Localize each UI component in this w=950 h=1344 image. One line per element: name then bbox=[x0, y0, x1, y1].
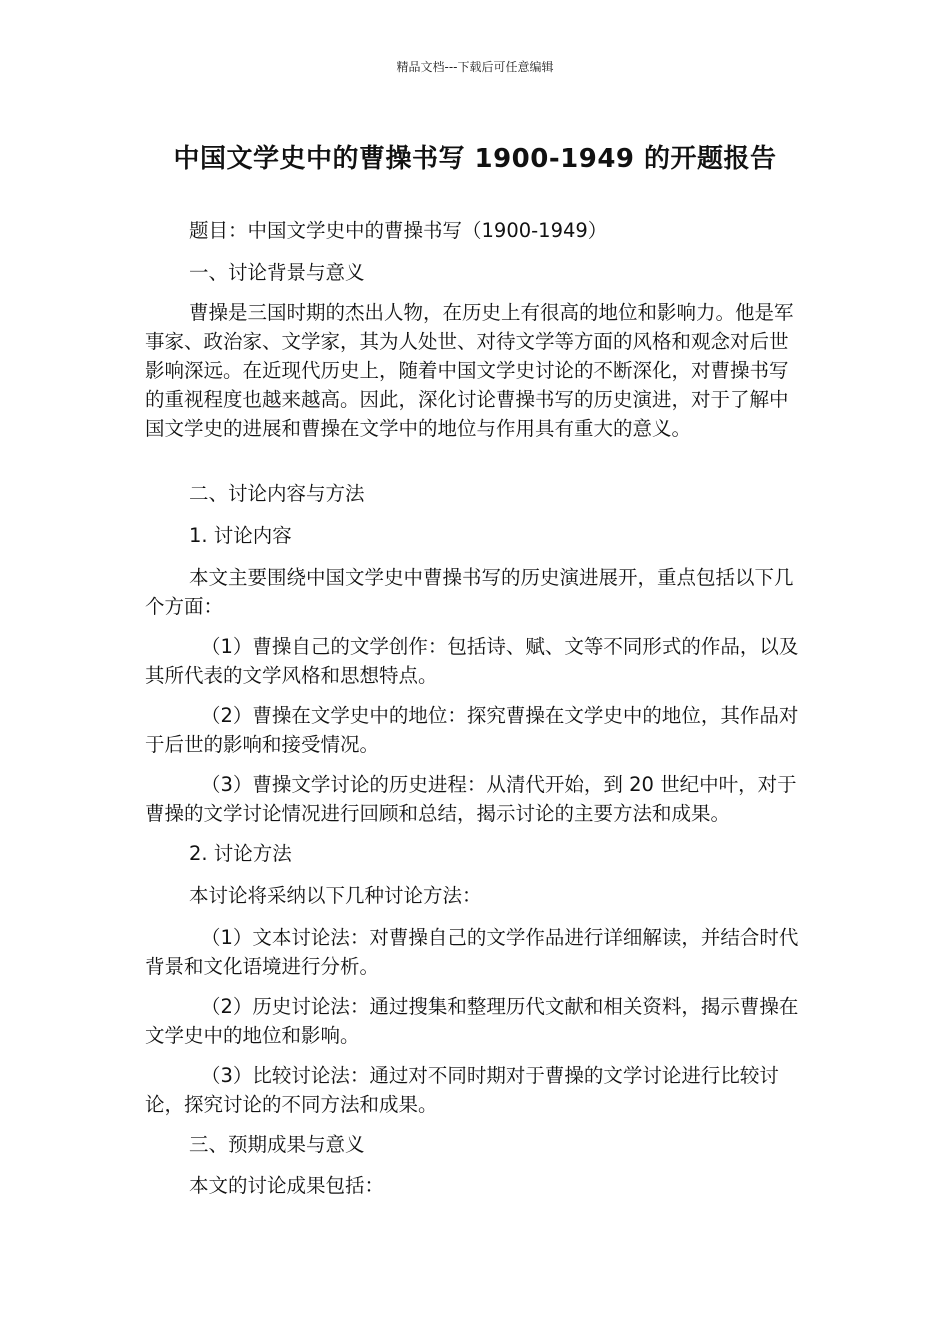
method-item-3: （3）比较讨论法：通过对不同时期对于曹操的文学讨论进行比较讨论，探究讨论的不同方法和成果。 bbox=[145, 1064, 779, 1116]
header-note: 精品文档---下载后可任意编辑 bbox=[396, 60, 554, 74]
section2-heading: 二、讨论内容与方法 bbox=[189, 482, 365, 505]
content-item-1: （1）曹操自己的文学创作：包括诗、赋、文等不同形式的作品，以及其所代表的文学风格和思想特点。 bbox=[145, 635, 799, 687]
section1-paragraph: 曹操是三国时期的杰出人物，在历史上有很高的地位和影响力。他是军事家、政治家、文学家，其为人处世、对待文学等方面的风格和观念对后世影响深远。在近现代历史上，随着中国文学史讨论的不断深化，对曹操书写的重视程度也越来越高。因此，深化讨论曹操书写的历史演进，对于了解中国文学史的进展和曹操在文学中的地位与作用具有重大的意义。 bbox=[145, 301, 794, 440]
topic-line: 题目：中国文学史中的曹操书写（1900-1949） bbox=[189, 219, 608, 242]
content-item-2: （2）曹操在文学史中的地位：探究曹操在文学史中的地位，其作品对于后世的影响和接受情况。 bbox=[145, 704, 799, 756]
section3-heading: 三、预期成果与意义 bbox=[189, 1133, 365, 1156]
results-intro: 本文的讨论成果包括： bbox=[189, 1174, 385, 1197]
content-intro: 本文主要围绕中国文学史中曹操书写的历史演进展开，重点包括以下几个方面： bbox=[145, 566, 794, 618]
section1-heading: 一、讨论背景与意义 bbox=[189, 261, 365, 284]
method-item-1: （1）文本讨论法：对曹操自己的文学作品进行详细解读，并结合时代背景和文化语境进行分析。 bbox=[145, 926, 799, 978]
subsection1-heading: 1. 讨论内容 bbox=[189, 524, 292, 547]
subsection2-heading: 2. 讨论方法 bbox=[189, 842, 292, 865]
method-intro: 本讨论将采纳以下几种讨论方法： bbox=[189, 884, 482, 907]
document-title: 中国文学史中的曹操书写 1900-1949 的开题报告 bbox=[173, 144, 777, 174]
method-item-2: （2）历史讨论法：通过搜集和整理历代文献和相关资料，揭示曹操在文学史中的地位和影响。 bbox=[145, 995, 799, 1047]
content-item-3: （3）曹操文学讨论的历史进程：从清代开始，到 20 世纪中叶，对于曹操的文学讨论情况进行回顾和总结，揭示讨论的主要方法和成果。 bbox=[145, 773, 797, 825]
